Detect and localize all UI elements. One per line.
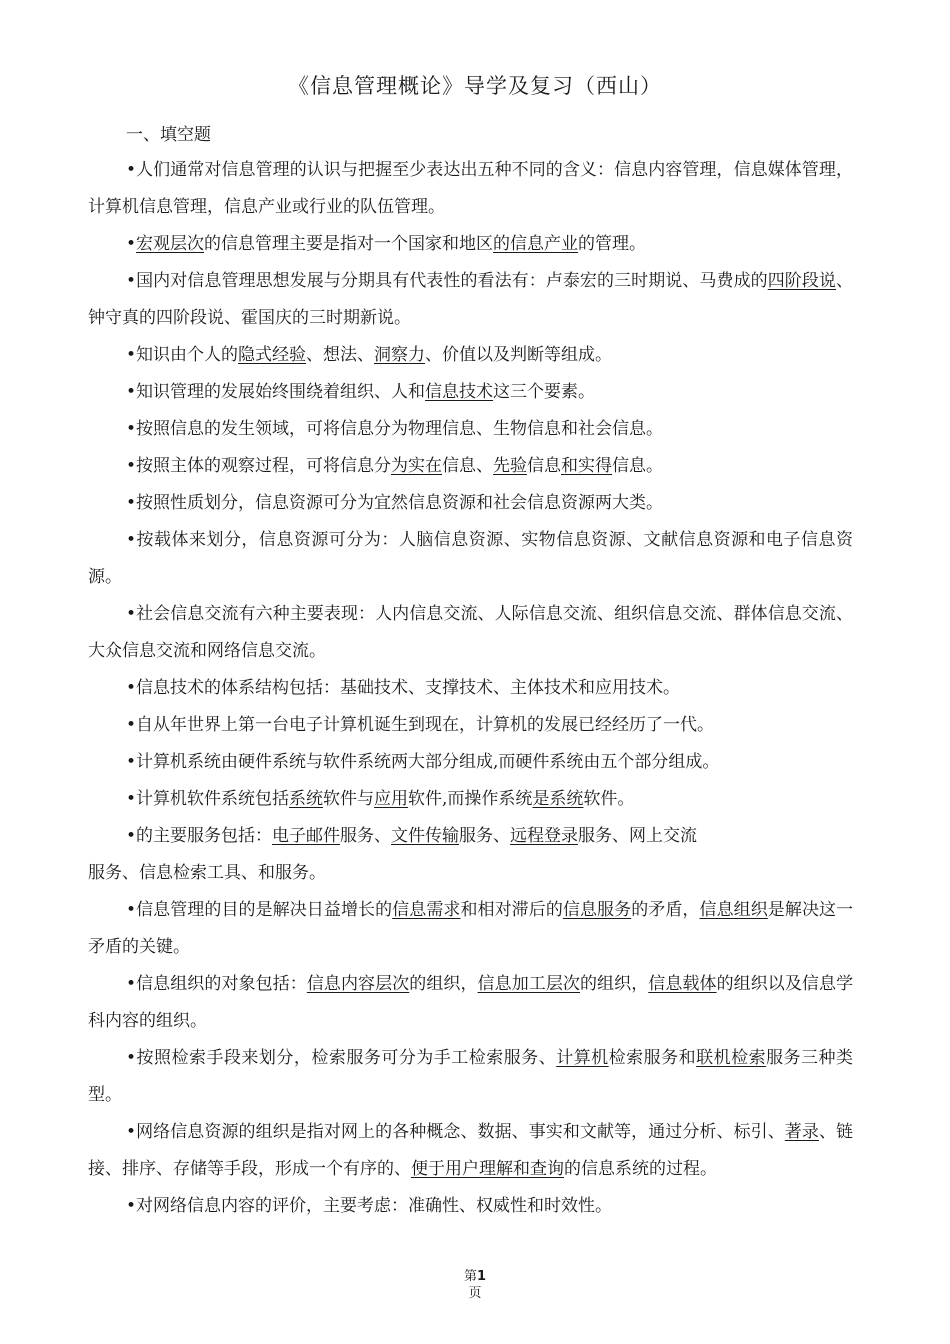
item-text: 、想法、 bbox=[306, 345, 375, 365]
page-footer bbox=[0, 1268, 950, 1302]
answer-blank: 信息需求 bbox=[392, 900, 461, 920]
answer-blank: 电子邮件 bbox=[272, 826, 341, 846]
answer-blank: 计算机 bbox=[556, 1048, 609, 1068]
fill-blank-item bbox=[88, 1188, 853, 1225]
item-text: 的矛盾， bbox=[631, 900, 700, 920]
item-text: 信息、 bbox=[442, 456, 494, 476]
item-text: 信息。 bbox=[612, 456, 664, 476]
answer-blank: 和实得 bbox=[561, 456, 613, 476]
fill-blank-item bbox=[88, 707, 853, 744]
item-text: •网络信息资源的组织是指对网上的各种概念、数据、事实和文献等，通过分析、标引、 bbox=[126, 1122, 785, 1142]
page-number: 1 bbox=[476, 1269, 487, 1284]
item-text: •计算机系统由硬件系统与软件系统两大部分组成,而硬件系统由五个部分组成。 bbox=[126, 752, 720, 772]
fill-blank-item bbox=[88, 744, 853, 781]
item-text: 信息 bbox=[527, 456, 562, 476]
answer-blank: 信息组织 bbox=[699, 900, 768, 920]
item-text: 、链接、排序、存储等手段，形成一个有序的、 bbox=[88, 1122, 854, 1179]
item-text: •知识管理的发展始终围绕着组织、人和 bbox=[126, 382, 426, 402]
item-text: •人们通常对信息管理的认识与把握至少表达出五种不同的含义：信息内容管理，信息媒体管理，计算机信息管理，信息产业或行业的队伍管理。 bbox=[88, 160, 853, 217]
fill-blank-item bbox=[88, 1114, 853, 1188]
footer-prefix: 第 bbox=[463, 1269, 477, 1284]
fill-blank-item bbox=[88, 670, 853, 707]
item-text: 服务、 bbox=[459, 826, 511, 846]
item-text: •信息组织的对象包括： bbox=[126, 974, 307, 994]
item-text: 检索服务和 bbox=[608, 1048, 697, 1068]
item-text: 服务、信息检索工具、和服务。 bbox=[88, 863, 326, 883]
item-text: •按照主体的观察过程，可将信息分 bbox=[126, 456, 392, 476]
fill-blank-item bbox=[88, 337, 853, 374]
item-text: 、钟守真的四阶段说、霍国庆的三时期新说。 bbox=[88, 271, 854, 328]
fill-blank-item bbox=[88, 485, 853, 522]
answer-blank: 应用 bbox=[374, 789, 409, 809]
footer-suffix: 页 bbox=[468, 1286, 482, 1301]
fill-blank-item bbox=[88, 263, 853, 337]
item-text: •国内对信息管理思想发展与分期具有代表性的看法有：卢泰宏的三时期说、马费成的 bbox=[126, 271, 768, 291]
item-text: •计算机软件系统包括 bbox=[126, 789, 290, 809]
answer-blank: 系统 bbox=[289, 789, 324, 809]
fill-blank-item bbox=[88, 374, 853, 411]
item-text: 软件与 bbox=[323, 789, 375, 809]
item-text: 的组织， bbox=[409, 974, 478, 994]
answer-blank: 著录 bbox=[784, 1122, 819, 1142]
fill-blank-item bbox=[88, 152, 853, 226]
document-title: 《信息管理概论》导学及复习（西山） bbox=[288, 74, 662, 98]
answer-blank: 先验 bbox=[493, 456, 528, 476]
item-text: •按照性质划分，信息资源可分为宜然信息资源和社会信息资源两大类。 bbox=[126, 493, 664, 513]
fill-blank-item bbox=[88, 448, 853, 485]
fill-blank-item bbox=[88, 522, 853, 596]
item-text: 的信息管理主要是指对一个国家和地区 bbox=[204, 234, 494, 254]
question-list bbox=[88, 152, 853, 1225]
answer-blank: 信息服务 bbox=[562, 900, 632, 920]
item-text: •按照检索手段来划分，检索服务可分为手工检索服务、 bbox=[126, 1048, 557, 1068]
item-text: • bbox=[126, 234, 137, 254]
answer-blank: 远程登录 bbox=[510, 826, 579, 846]
item-text: •按照信息的发生领域，可将信息分为物理信息、生物信息和社会信息。 bbox=[126, 419, 664, 439]
answer-blank: 为实在 bbox=[391, 456, 443, 476]
answer-blank: 文件传输 bbox=[391, 826, 460, 846]
item-text: •社会信息交流有六种主要表现：人内信息交流、人际信息交流、组织信息交流、群体信息交流、大众信息交流和网络信息交流。 bbox=[88, 604, 853, 661]
answer-blank: 信息内容层次 bbox=[306, 974, 410, 994]
answer-blank: 便于用户理解和查询 bbox=[411, 1159, 564, 1179]
item-text: •信息管理的目的是解决日益增长的 bbox=[126, 900, 393, 920]
item-text: 、价值以及判断等组成。 bbox=[425, 345, 613, 365]
fill-blank-item bbox=[88, 1040, 853, 1114]
fill-blank-item bbox=[88, 596, 853, 670]
item-text: •自从年世界上第一台电子计算机诞生到现在，计算机的发展已经经历了一代。 bbox=[126, 715, 715, 735]
answer-blank: 宏观层次 bbox=[136, 234, 205, 254]
fill-blank-item bbox=[88, 226, 853, 263]
item-text: 服务三种类型。 bbox=[88, 1048, 854, 1105]
answer-blank: 信息加工层次 bbox=[477, 974, 580, 994]
item-text: 这三个要素。 bbox=[493, 382, 596, 402]
answer-blank: 是系统 bbox=[532, 789, 584, 809]
item-text: 的管理。 bbox=[578, 234, 647, 254]
fill-blank-item bbox=[88, 966, 853, 1040]
item-text: •的主要服务包括： bbox=[126, 826, 273, 846]
item-text: •知识由个人的 bbox=[126, 345, 239, 365]
item-text: 是解决这一矛盾的关键。 bbox=[88, 900, 854, 957]
fill-blank-item bbox=[88, 892, 853, 966]
item-text: 的组织以及信息学科内容的组织。 bbox=[88, 974, 854, 1031]
fill-blank-item bbox=[88, 781, 853, 818]
answer-blank: 信息载体 bbox=[648, 974, 717, 994]
answer-blank: 信息技术 bbox=[425, 382, 494, 402]
item-text: 服务、网上交流 bbox=[578, 826, 698, 846]
answer-blank: 联机检索 bbox=[696, 1048, 767, 1068]
item-text: 的信息系统的过程。 bbox=[564, 1159, 717, 1179]
fill-blank-item bbox=[88, 818, 853, 892]
item-text: 的组织， bbox=[579, 974, 649, 994]
item-text: 软件,而操作系统 bbox=[408, 789, 533, 809]
answer-blank: 隐式经验 bbox=[238, 345, 307, 365]
answer-blank: 四阶段说 bbox=[767, 271, 837, 291]
item-text: 和相对滞后的 bbox=[460, 900, 563, 920]
item-text: •信息技术的体系结构包括：基础技术、支撑技术、主体技术和应用技术。 bbox=[126, 678, 681, 698]
section-heading: 一、填空题 bbox=[126, 125, 211, 145]
answer-blank: 洞察力 bbox=[374, 345, 426, 365]
item-text: 软件。 bbox=[583, 789, 635, 809]
item-text: •对网络信息内容的评价，主要考虑：准确性、权威性和时效性。 bbox=[126, 1196, 613, 1216]
fill-blank-item bbox=[88, 411, 853, 448]
item-text: 服务、 bbox=[340, 826, 392, 846]
item-text: •按载体来划分，信息资源可分为：人脑信息资源、实物信息资源、文献信息资源和电子信息资源。 bbox=[88, 530, 853, 587]
answer-blank: 的信息产业 bbox=[493, 234, 579, 254]
